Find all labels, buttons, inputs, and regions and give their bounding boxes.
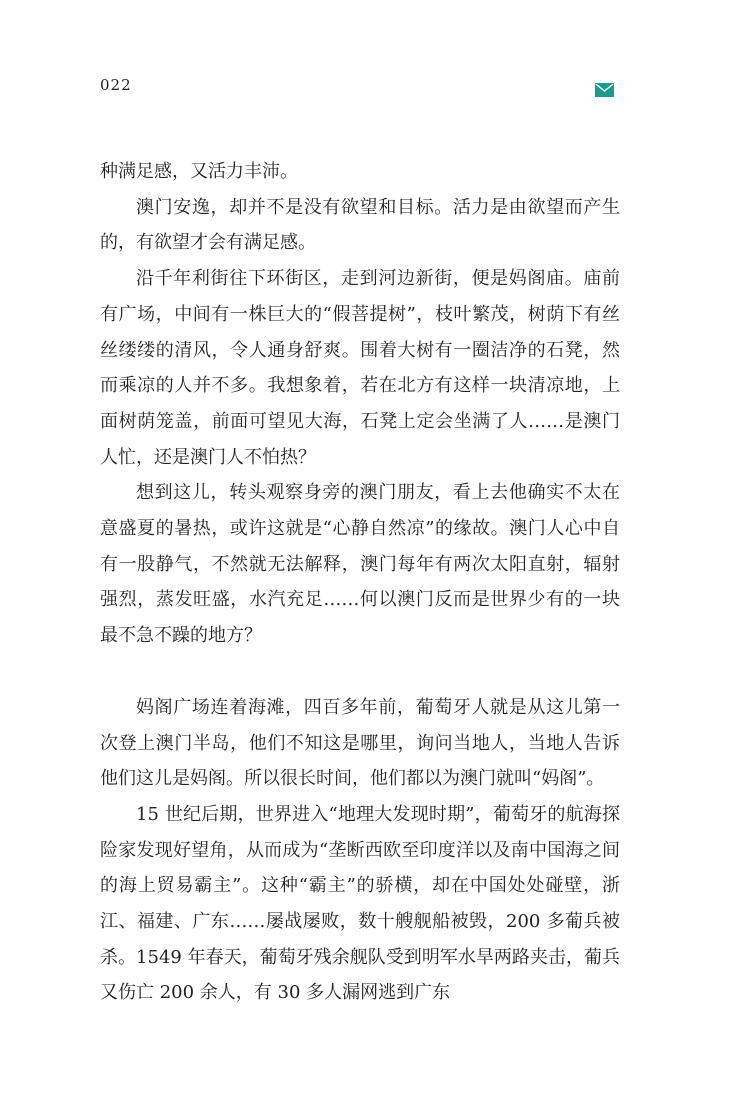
- paragraph: 种满足感，又活力丰沛。: [100, 161, 298, 182]
- paragraph: 澳门安逸，却并不是没有欲望和目标。活力是由欲望而产生的，有欲望才会有满足感。: [100, 196, 620, 254]
- section-gap: [100, 654, 620, 690]
- paragraph: 15 世纪后期，世界进入“地理大发现时期”，葡萄牙的航海探险家发现好望角，从而成为“垄断西欧至印度洋以及南中国海之间的海上贸易霸主”。这种“霸主”的骄横，却在中国处处碰壁，浙江、福建、广东……屡战屡败，数十艘舰船被毁，200 多葡兵被杀。1549 年春天，葡萄牙残余舰队受到明军水旱两路夹击，葡兵又伤亡 200 余人，有 30 多人漏网逃到广东: [100, 803, 620, 1004]
- page-number: 022: [100, 76, 132, 94]
- body-text: [100, 154, 620, 1011]
- paragraph: 沿千年利街往下环街区，走到河边新街，便是妈阁庙。庙前有广场，中间有一株巨大的“假菩提树”，枝叶繁茂，树荫下有丝丝缕缕的清风，令人通身舒爽。围着大树有一圈洁净的石凳，然而乘凉的人并不多。我想象着，若在北方有这样一块清凉地，上面树荫笼盖，前面可望见大海，石凳上定会坐满了人……是澳门人忙，还是澳门人不怕热？: [100, 268, 620, 468]
- envelope-icon: [595, 83, 614, 97]
- paragraph: 妈阁广场连着海滩，四百多年前，葡萄牙人就是从这儿第一次登上澳门半岛，他们不知这是哪里，询问当地人，当地人告诉他们这儿是妈阁。所以很长时间，他们都以为澳门就叫“妈阁”。: [100, 696, 620, 790]
- paragraph: 想到这儿，转头观察身旁的澳门朋友，看上去他确实不太在意盛夏的暑热，或许这就是“心静自然凉”的缘故。澳门人心中自有一股静气，不然就无法解释，澳门每年有两次太阳直射，辐射强烈，蒸发旺盛，水汽充足……何以澳门反而是世界少有的一块最不急不躁的地方？: [100, 482, 620, 647]
